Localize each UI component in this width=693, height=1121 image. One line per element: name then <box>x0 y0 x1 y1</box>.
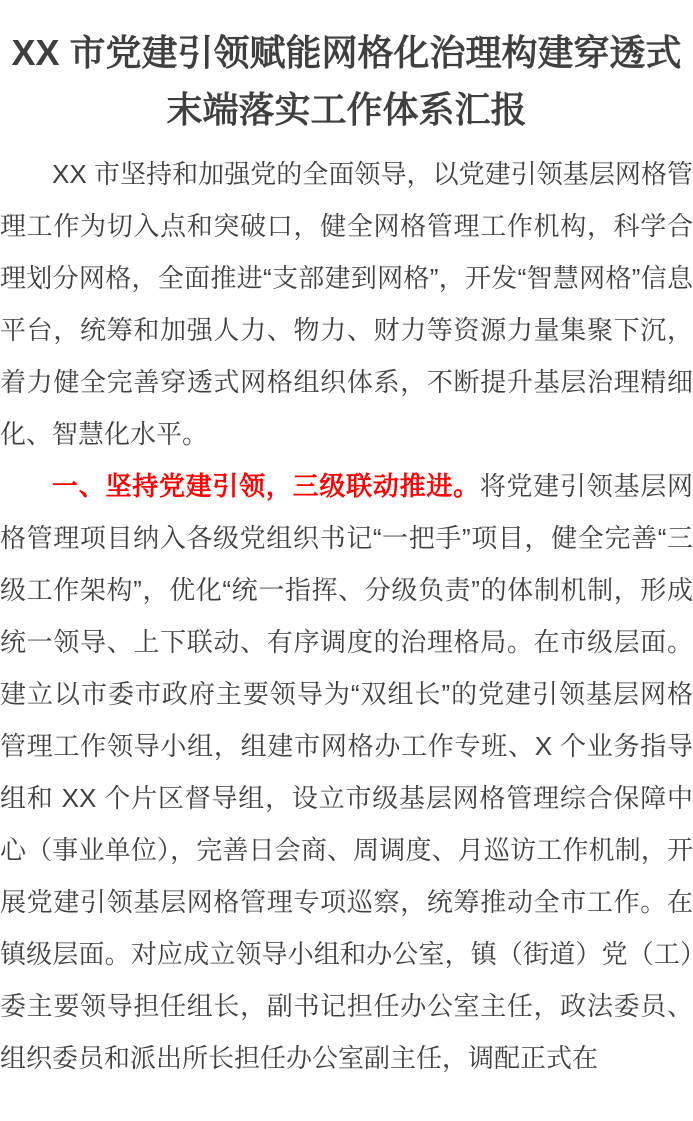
section-1-text: 将党建引领基层网格管理项目纳入各级党组织书记“一把手”项目，健全完善“三级工作架构”，优化“统一指挥、分级负责”的体制机制，形成统一领导、上下联动、有序调度的治理格局。在市级层面。建立以市委市政府主要领导为“双组长”的党建引领基层网格管理工作领导小组，组建市网格办工作专班、X 个业务指导组和 XX 个片区督导组，设立市级基层网格管理综合保障中心（事业单位），完善日会商、周调度、月巡访工作机制，开展党建引领基层网格管理专项巡察，统筹推动全市工作。在镇级层面。对应成立领导小组和办公室，镇（街道）党（工）委主要领导担任组长，副书记担任办公室主任，政法委员、组织委员和派出所长担任办公室副主任，调配正式在 <box>0 471 693 1073</box>
document-body <box>0 148 693 1084</box>
paragraph-intro <box>0 148 693 460</box>
paragraph-intro-text: XX 市坚持和加强党的全面领导，以党建引领基层网格管理工作为切入点和突破口，健全网格管理工作机构，科学合理划分网格，全面推进“支部建到网格”，开发“智慧网格”信息平台，统筹和加强人力、物力、财力等资源力量集聚下沉，着力健全完善穿透式网格组织体系，不断提升基层治理精细化、智慧化水平。 <box>0 159 693 449</box>
document-title: XX 市党建引领赋能网格化治理构建穿透式末端落实工作体系汇报 <box>11 32 682 130</box>
paragraph-section-1 <box>0 460 693 1084</box>
section-1-heading: 一、坚持党建引领，三级联动推进。 <box>52 471 480 501</box>
document-page <box>0 24 693 1084</box>
